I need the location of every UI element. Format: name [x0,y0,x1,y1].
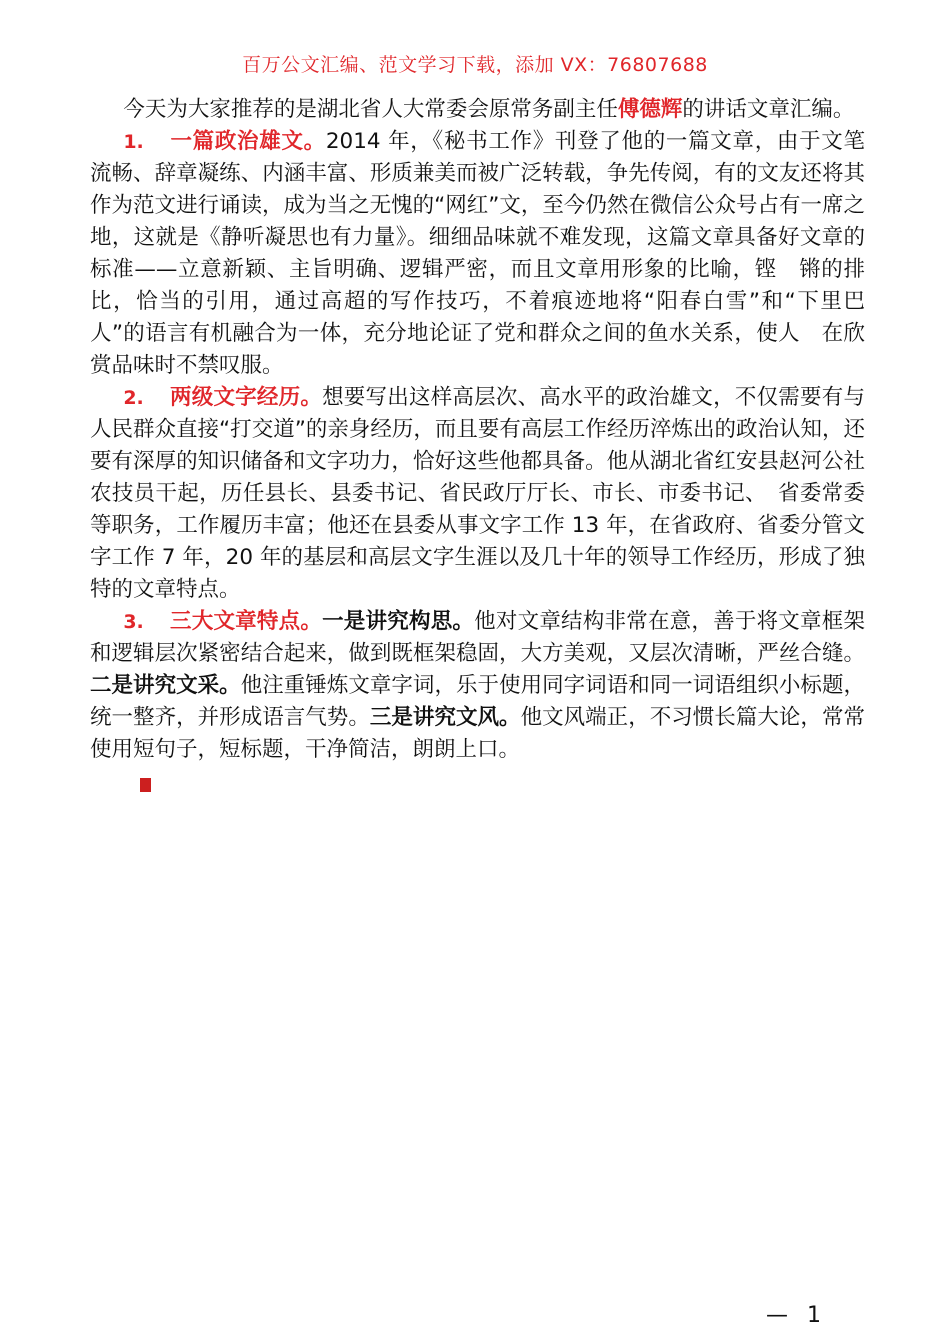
section-2-paragraph [90,382,865,606]
section-3-number: 3. [123,611,144,633]
point-3-label: 三是讲究文风。 [369,705,521,730]
section-2-body: 想要写出这样高层次、高水平的政治雄文，不仅需要有与人民群众直接“打交道”的亲身经历，而且要有高层工作经历淬炼出的政治认知，还要有深厚的知识储备和文字功力，恰好这些他都具备。他从湖北省红安县赵河公社农技员干起，历任县长、县委书记、省民政厅厅长、市长、市委书记、 省委常委等职务，工作履历丰富；他还在县委从事文字工作 13 年，在省政府、省委分管文字工作 7 年，20 年的基层和高层文字生涯以及几十年的领导工作经历，形成了独特的文章特点。 [90,385,865,602]
section-2-title: 两级文字经历。 [169,385,323,410]
section-1-number: 1. [123,131,144,153]
point-2-label: 二是讲究文采。 [90,673,241,698]
header-note: 百万公文汇编、范文学习下载，添加 VX：76807688 [242,54,708,76]
point-2-text: 他注重锤炼文章字词，乐于使用同字词语和同一词语组织小标题，统一整齐，并形成语言气势。 [90,673,865,730]
point-1-label: 一是讲究构思。 [322,609,475,634]
section-1-body: 2014 年，《秘书工作》刊登了他的一篇文章，由于文笔流畅、辞章凝练、内涵丰富、形质兼美而被广泛转载，争先传阅，有的文友还将其作为范文进行诵读，成为当之无愧的“网红”文，至今仍然在微信公众号占有一席之地，这就是《静听凝思也有力量》。细细品味就不难发现，这篇文章具备好文章的标准——立意新颖、主旨明确、逻辑严密，而且文章用形象的比喻，铿 锵的排比，恰当的引用，通过高超的写作技巧，不着痕迹地将“阳春白雪”和“下里巴人”的语言有机融合为一体，充分地论证了党和群众之间的鱼水关系，使人 在欣赏品味时不禁叹服。 [90,129,865,378]
section-3-title: 三大文章特点。 [169,609,323,634]
intro-text-after: 的讲话文章汇编。 [682,97,855,122]
featured-name: 傅德辉 [617,97,683,122]
section-1-paragraph [90,126,865,382]
page-number: — 1 [766,1303,827,1328]
section-2-number: 2. [123,387,144,409]
section-1-title: 一篇政治雄文。 [169,129,326,154]
section-3-paragraph [90,606,865,766]
point-1-text: 他对文章结构非常在意，善于将文章框架和逻辑层次紧密结合起来，做到既框架稳固，大方美观，又层次清晰，严丝合缝。 [90,609,865,666]
intro-paragraph [90,94,865,126]
end-mark [140,778,151,792]
intro-text-before: 今天为大家推荐的是湖北省人大常委会原常务副主任 [123,97,618,122]
article-body [90,94,865,766]
point-3-text: 他文风端正，不习惯长篇大论，常常使用短句子，短标题，干净简洁，朗朗上口。 [90,705,865,762]
